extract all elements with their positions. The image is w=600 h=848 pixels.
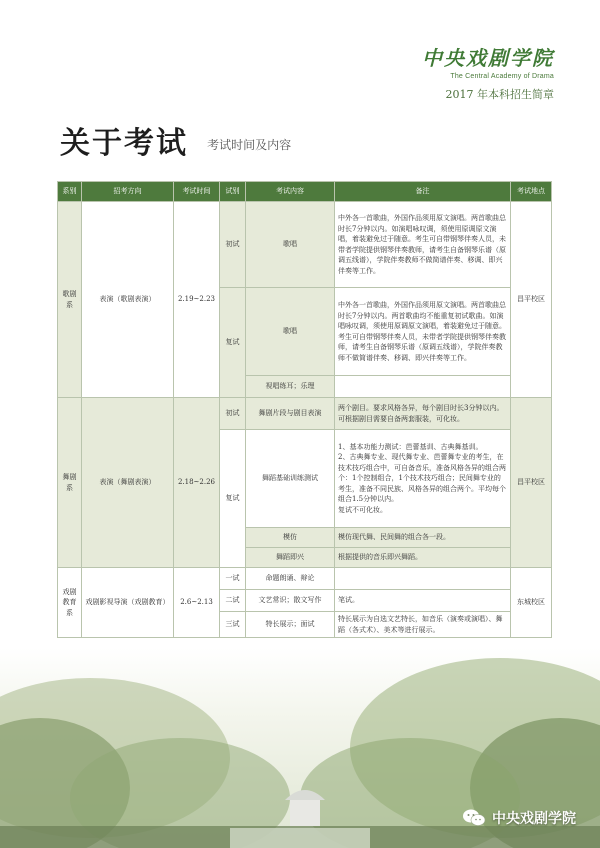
content-cell: 歌唱: [246, 202, 335, 288]
content-cell: 文艺常识；散文写作: [246, 590, 335, 612]
table-row: [58, 568, 552, 590]
time-cell: 2.18~2.26: [174, 398, 220, 568]
dept-cell: 歌剧系: [58, 202, 82, 398]
table-row: [58, 398, 552, 430]
header-direction: 招考方向: [82, 182, 174, 202]
note-cell: [335, 568, 511, 590]
note-line: 1、基本功能力测试：芭蕾基训、古典舞基训。: [338, 442, 483, 451]
note-line: 复试不可化妆。: [338, 505, 387, 514]
time-cell: 2.6~2.13: [174, 568, 220, 638]
round-cell: 三试: [220, 612, 246, 638]
round-cell: 初试: [220, 398, 246, 430]
note-line: 2、古典舞专业、现代舞专业、芭蕾舞专业的考生，在技术技巧组合中，可自备音乐，准备风格各异的组合两个：1个控制组合，1个技术技巧组合；民间舞专业的考生，准备不同民族、风格各异的组合两个。平均每个组合1.5分钟以内。: [338, 453, 506, 504]
round-cell: 二试: [220, 590, 246, 612]
header-time: 考试时间: [174, 182, 220, 202]
content-cell: 舞蹈即兴: [246, 548, 335, 568]
header-note: 备注: [335, 182, 511, 202]
location-cell: 昌平校区: [511, 398, 552, 568]
note-cell: 特长展示为自选文艺特长，如音乐（演奏或演唱）、舞蹈（各式术）、美术等进行展示。: [335, 612, 511, 638]
round-cell: 一试: [220, 568, 246, 590]
location-cell: 东城校区: [511, 568, 552, 638]
page-title-block: [60, 118, 291, 162]
note-cell: [335, 376, 511, 398]
content-cell: 舞蹈基础训练测试: [246, 430, 335, 528]
content-cell: 视唱练耳；乐理: [246, 376, 335, 398]
table-row: [58, 202, 552, 288]
note-cell: 根据提供的音乐即兴舞蹈。: [335, 548, 511, 568]
brochure-subtitle: 2017 年本科招生简章: [445, 88, 554, 101]
direction-cell: 表演（舞剧表演）: [82, 398, 174, 568]
content-cell: 模仿: [246, 528, 335, 548]
page-subtitle: 考试时间及内容: [207, 138, 292, 152]
note-cell: 模仿现代舞、民间舞的组合各一段。: [335, 528, 511, 548]
header-dept: 系别: [58, 182, 82, 202]
content-cell: 歌唱: [246, 288, 335, 376]
logo-english: The Central Academy of Drama: [450, 73, 554, 80]
note-cell: 中外各一首歌曲，外国作品须用原文演唱。两首歌曲总时长7分钟以内。两首歌曲均不能重复初试歌曲。如演唱咏叹调，须使用原调原文演唱，着装避免过于随意。考生可自带钢琴伴奏人员，未带者学院提供钢琴伴奏教师，请考生自备钢琴乐谱（原调五线谱），学院伴奏教师不做简谱伴奏、移调、即兴伴奏等工作。: [335, 288, 511, 376]
round-cell: 复试: [220, 430, 246, 568]
header-location: 考试地点: [511, 182, 552, 202]
note-cell: [335, 430, 511, 528]
page-title: 关于考试: [60, 126, 188, 161]
direction-cell: 戏剧影视导演（戏剧教育）: [82, 568, 174, 638]
table-header-row: [58, 182, 552, 202]
header-content: 考试内容: [246, 182, 335, 202]
round-cell: 复试: [220, 288, 246, 398]
dept-cell: 舞剧系: [58, 398, 82, 568]
wechat-icon: [462, 808, 486, 828]
round-cell: 初试: [220, 202, 246, 288]
note-cell: 中外各一首歌曲，外国作品须用原文演唱。两首歌曲总时长7分钟以内。如演唱咏叹调，须使用原调原文演唱，着装避免过于随意。考生可自带钢琴伴奏人员，未带者学院提供钢琴伴奏教师，请考生自备钢琴乐谱（原调五线谱），学院伴奏教师不做简谱伴奏、移调、即兴伴奏等工作。: [335, 202, 511, 288]
direction-cell: 表演（歌剧表演）: [82, 202, 174, 398]
header-round: 试别: [220, 182, 246, 202]
location-cell: 昌平校区: [511, 202, 552, 398]
note-cell: 两个剧目。要求风格各异，每个剧目时长3分钟以内。可根据剧目需要自备两套服装，可化妆。: [335, 398, 511, 430]
note-cell: 笔试。: [335, 590, 511, 612]
wechat-account-tag: [462, 808, 576, 828]
wechat-account-name: 中央戏剧学院: [492, 811, 576, 827]
content-cell: 命题朗诵、辩论: [246, 568, 335, 590]
exam-table: [57, 181, 552, 638]
logo-calligraphy: 中央戏剧学院: [422, 46, 554, 70]
logo-block: [422, 42, 554, 102]
time-cell: 2.19~2.23: [174, 202, 220, 398]
content-cell: 特长展示；面试: [246, 612, 335, 638]
content-cell: 舞剧片段与剧目表演: [246, 398, 335, 430]
dept-cell: 戏剧教育系: [58, 568, 82, 638]
